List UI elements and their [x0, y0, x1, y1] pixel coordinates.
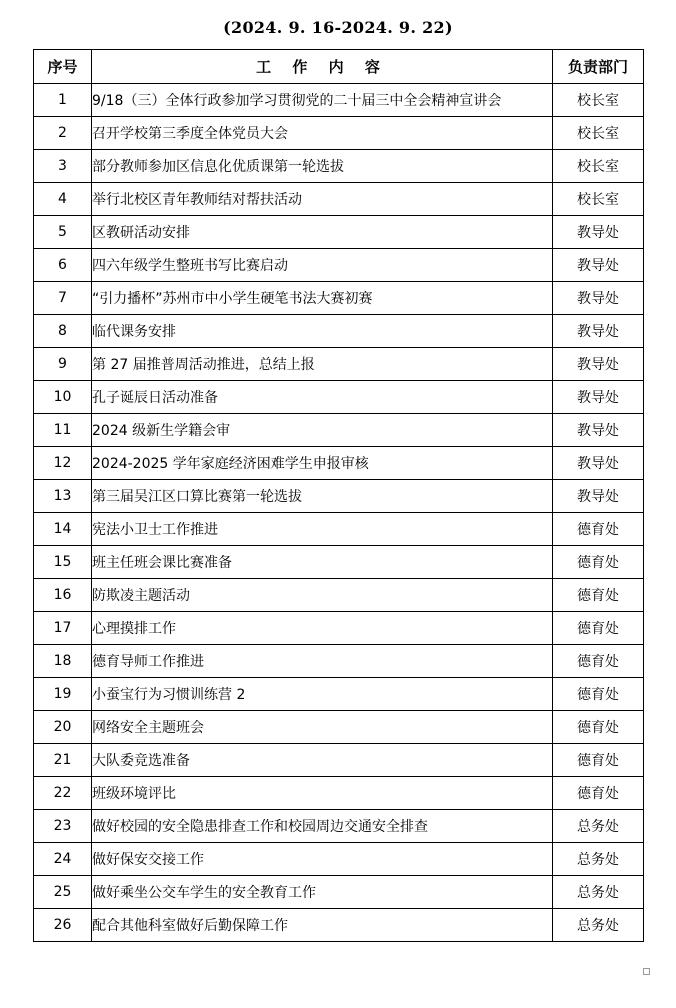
row-number: 20 [34, 711, 92, 744]
row-department: 教导处 [553, 480, 644, 513]
row-content: 班主任班会课比赛准备 [92, 546, 553, 579]
row-number: 22 [34, 777, 92, 810]
row-number: 24 [34, 843, 92, 876]
table-header [34, 50, 644, 84]
row-number: 16 [34, 579, 92, 612]
row-content: 做好校园的安全隐患排查工作和校园周边交通安全排查 [92, 810, 553, 843]
row-department: 教导处 [553, 447, 644, 480]
row-content: 防欺凌主题活动 [92, 579, 553, 612]
row-department: 教导处 [553, 315, 644, 348]
row-number: 12 [34, 447, 92, 480]
row-content: 小蚕宝行为习惯训练营 2 [92, 678, 553, 711]
row-number: 11 [34, 414, 92, 447]
table-row [34, 84, 644, 117]
row-number: 21 [34, 744, 92, 777]
row-content: 举行北校区青年教师结对帮扶活动 [92, 183, 553, 216]
row-department: 德育处 [553, 513, 644, 546]
row-department: 教导处 [553, 282, 644, 315]
row-number: 7 [34, 282, 92, 315]
page-corner-marker [643, 968, 650, 975]
table-row [34, 216, 644, 249]
weekly-schedule-table [33, 49, 644, 942]
row-number: 26 [34, 909, 92, 942]
row-content: 9/18（三）全体行政参加学习贯彻党的二十届三中全会精神宣讲会 [92, 84, 553, 117]
row-department: 德育处 [553, 744, 644, 777]
row-content: 2024-2025 学年家庭经济困难学生申报审核 [92, 447, 553, 480]
row-content: 第 27 届推普周活动推进，总结上报 [92, 348, 553, 381]
row-department: 德育处 [553, 579, 644, 612]
row-department: 德育处 [553, 678, 644, 711]
table-row [34, 612, 644, 645]
table-row [34, 282, 644, 315]
header-content: 工 作 内 容 [92, 50, 553, 84]
table-row [34, 678, 644, 711]
row-department: 总务处 [553, 909, 644, 942]
row-number: 17 [34, 612, 92, 645]
row-content: 做好乘坐公交车学生的安全教育工作 [92, 876, 553, 909]
table-row [34, 348, 644, 381]
row-number: 15 [34, 546, 92, 579]
table-row [34, 315, 644, 348]
table-row [34, 117, 644, 150]
row-number: 6 [34, 249, 92, 282]
table-row [34, 810, 644, 843]
row-content: 心理摸排工作 [92, 612, 553, 645]
table-row [34, 546, 644, 579]
table-row [34, 777, 644, 810]
row-department: 总务处 [553, 810, 644, 843]
row-content: 孔子诞辰日活动准备 [92, 381, 553, 414]
row-department: 教导处 [553, 348, 644, 381]
table-row [34, 381, 644, 414]
row-department: 德育处 [553, 711, 644, 744]
row-number: 2 [34, 117, 92, 150]
row-department: 德育处 [553, 777, 644, 810]
row-content: 2024 级新生学籍会审 [92, 414, 553, 447]
row-content: 部分教师参加区信息化优质课第一轮选拔 [92, 150, 553, 183]
row-number: 8 [34, 315, 92, 348]
table-row [34, 513, 644, 546]
row-number: 14 [34, 513, 92, 546]
row-department: 教导处 [553, 414, 644, 447]
row-content: 区教研活动安排 [92, 216, 553, 249]
row-department: 教导处 [553, 249, 644, 282]
row-department: 校长室 [553, 84, 644, 117]
row-content: 配合其他科室做好后勤保障工作 [92, 909, 553, 942]
row-number: 18 [34, 645, 92, 678]
row-number: 4 [34, 183, 92, 216]
row-content: 班级环境评比 [92, 777, 553, 810]
row-department: 德育处 [553, 612, 644, 645]
table-row [34, 480, 644, 513]
table-row [34, 249, 644, 282]
header-dept: 负责部门 [553, 50, 644, 84]
row-department: 德育处 [553, 645, 644, 678]
row-content: 网络安全主题班会 [92, 711, 553, 744]
table-row [34, 744, 644, 777]
row-department: 校长室 [553, 183, 644, 216]
row-department: 总务处 [553, 843, 644, 876]
row-content: 临代课务安排 [92, 315, 553, 348]
table-row [34, 150, 644, 183]
row-content: 德育导师工作推进 [92, 645, 553, 678]
row-department: 校长室 [553, 150, 644, 183]
table-row [34, 909, 644, 942]
table-row [34, 579, 644, 612]
row-number: 9 [34, 348, 92, 381]
header-row [34, 50, 644, 84]
row-content: 召开学校第三季度全体党员大会 [92, 117, 553, 150]
row-number: 25 [34, 876, 92, 909]
row-content: 做好保安交接工作 [92, 843, 553, 876]
row-content: 宪法小卫士工作推进 [92, 513, 553, 546]
row-number: 10 [34, 381, 92, 414]
row-number: 3 [34, 150, 92, 183]
table-row [34, 447, 644, 480]
row-number: 13 [34, 480, 92, 513]
table-row [34, 711, 644, 744]
table-row [34, 876, 644, 909]
row-department: 校长室 [553, 117, 644, 150]
table-row [34, 843, 644, 876]
table-body [34, 84, 644, 942]
header-no: 序号 [34, 50, 92, 84]
row-content: “引力播杯”苏州市中小学生硬笔书法大赛初赛 [92, 282, 553, 315]
row-number: 23 [34, 810, 92, 843]
row-department: 总务处 [553, 876, 644, 909]
row-department: 教导处 [553, 216, 644, 249]
table-row [34, 645, 644, 678]
row-content: 第三届吴江区口算比赛第一轮选拔 [92, 480, 553, 513]
table-row [34, 183, 644, 216]
row-number: 5 [34, 216, 92, 249]
document-title: (2024. 9. 16-2024. 9. 22) [223, 18, 453, 37]
row-number: 19 [34, 678, 92, 711]
row-number: 1 [34, 84, 92, 117]
table-row [34, 414, 644, 447]
row-content: 大队委竞选准备 [92, 744, 553, 777]
row-content: 四六年级学生整班书写比赛启动 [92, 249, 553, 282]
row-department: 德育处 [553, 546, 644, 579]
row-department: 教导处 [553, 381, 644, 414]
